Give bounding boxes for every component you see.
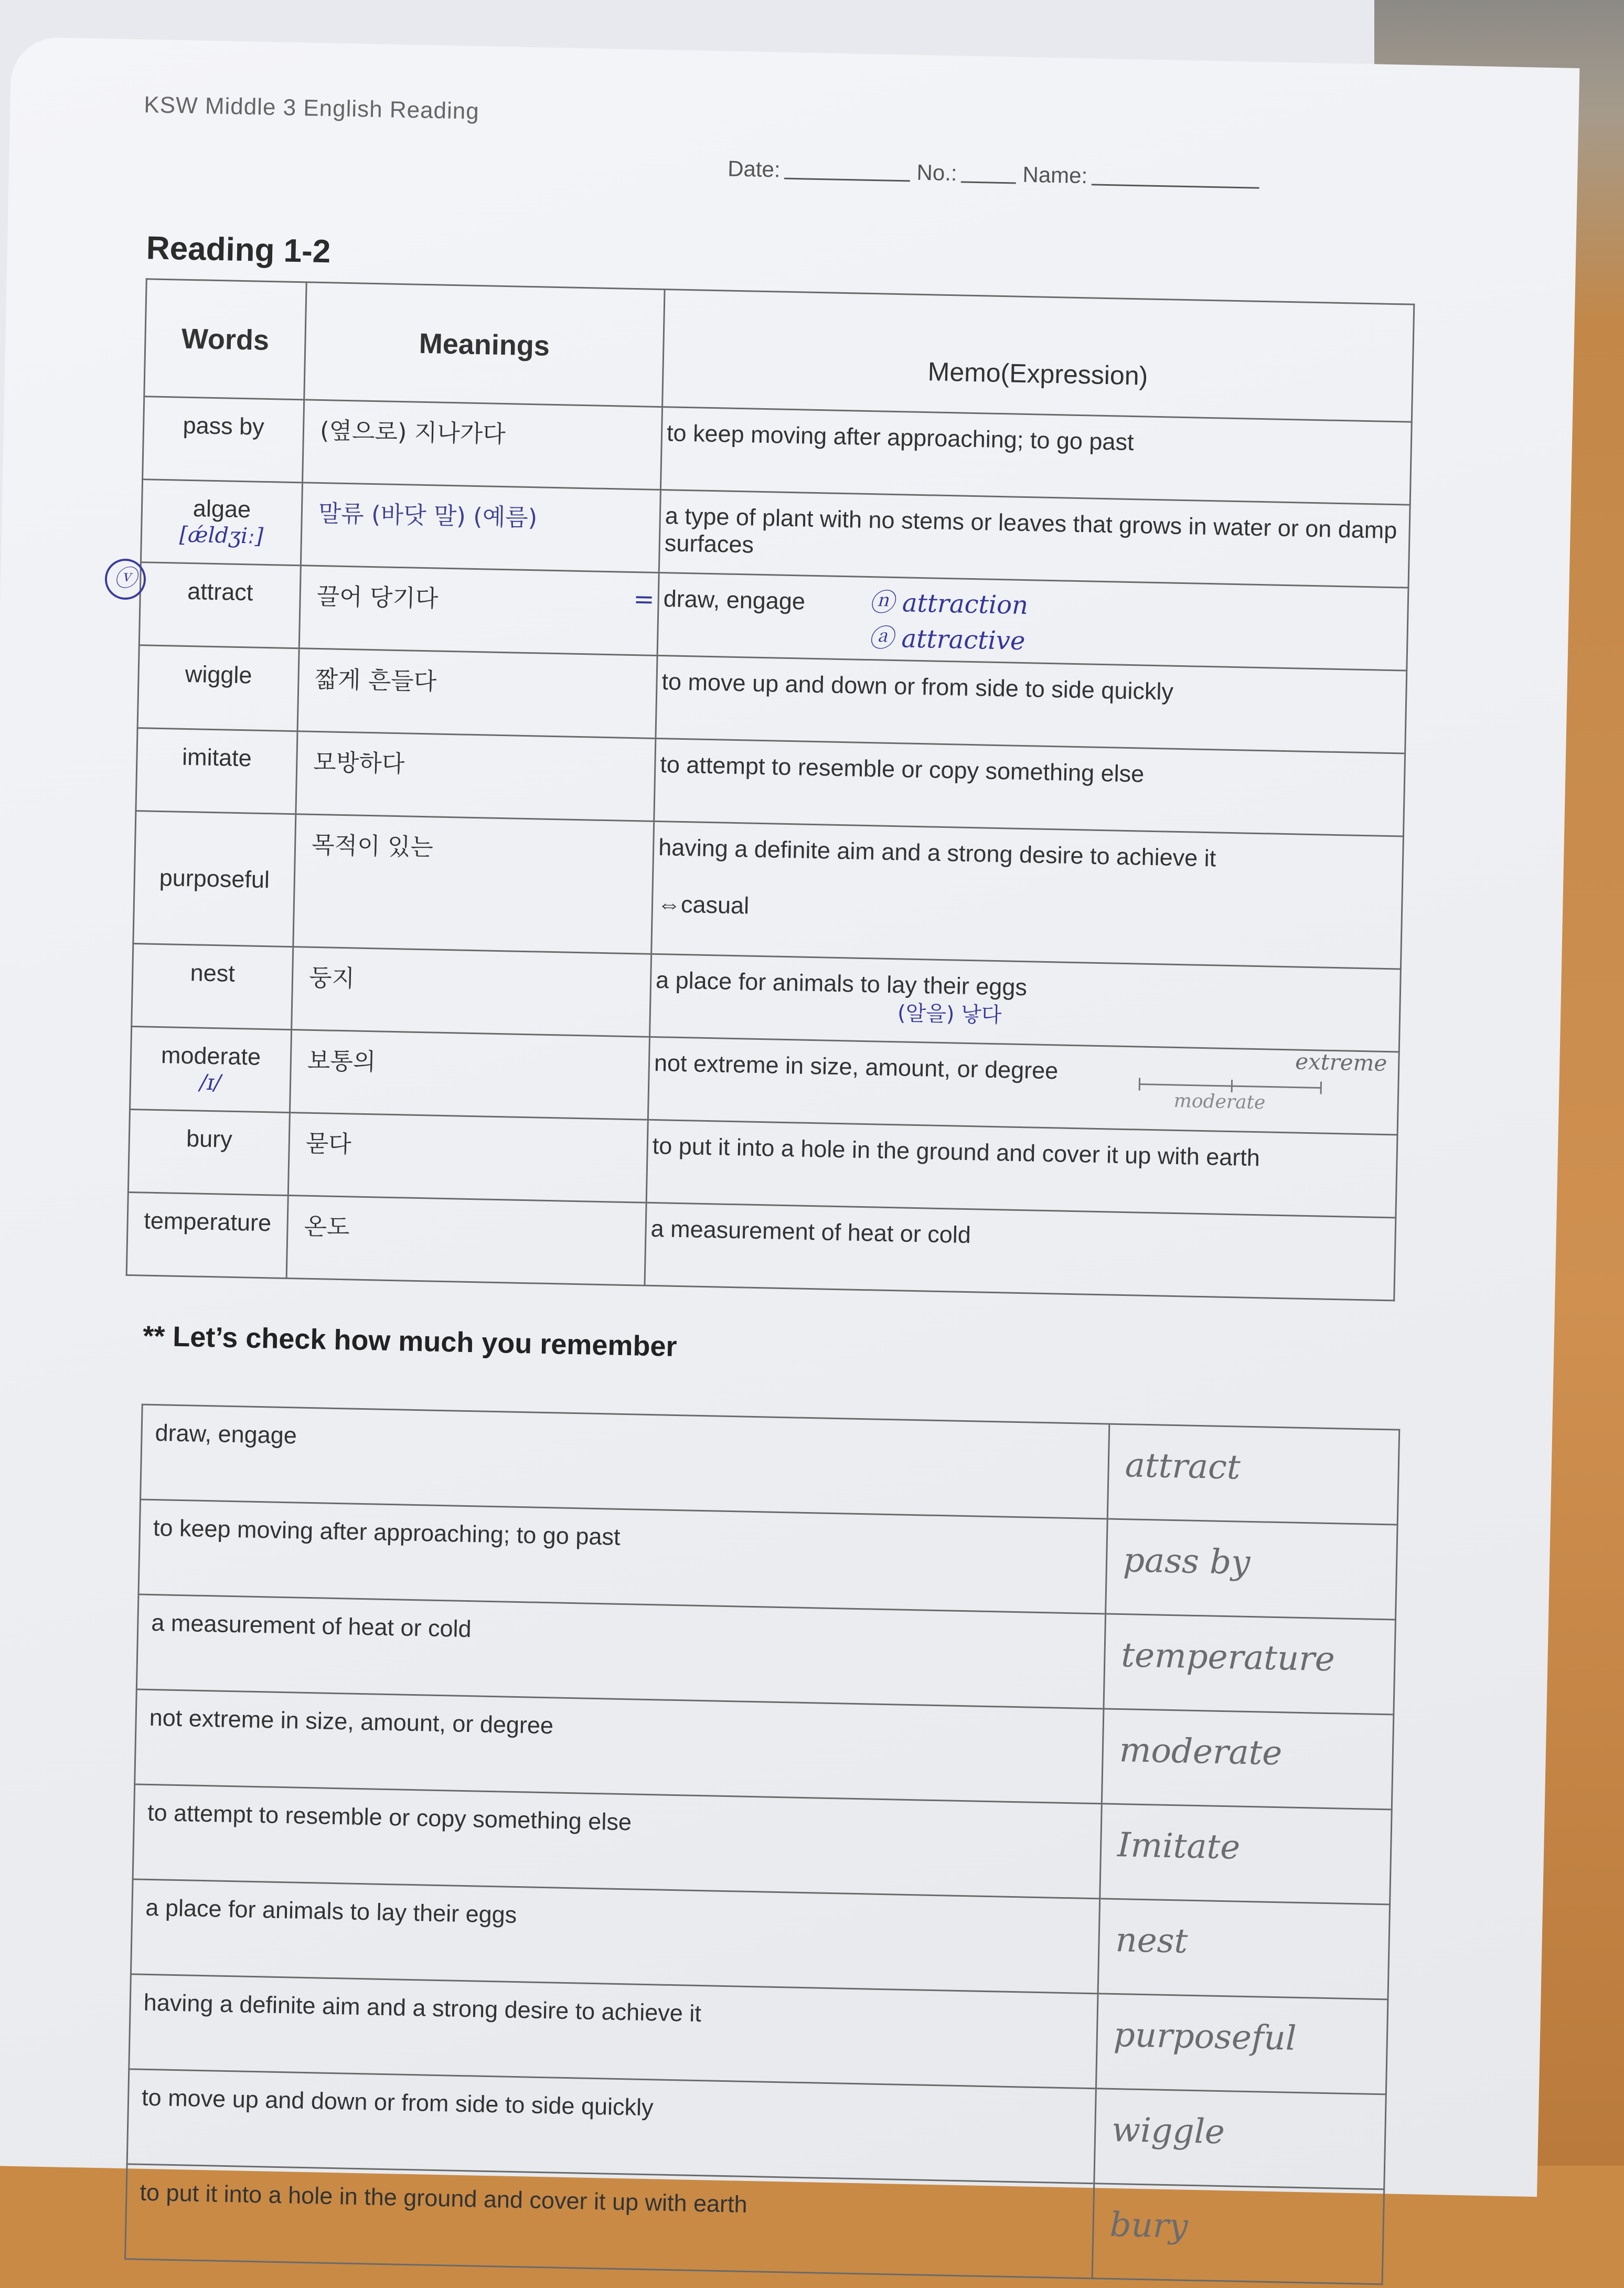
check-answer: purposeful [1096, 1994, 1388, 2094]
word-cell [130, 1026, 292, 1112]
word-text: moderate [132, 1041, 290, 1071]
meaning-cell: 짧게 흔들다 [297, 648, 657, 739]
word-cell [141, 480, 302, 566]
meaning-cell: 둥지 [292, 947, 651, 1037]
word-cell: imitate [136, 728, 297, 814]
meaning-cell: 묻다 [288, 1113, 648, 1203]
no-label: No.: [916, 160, 957, 186]
word-cell: purposeful [133, 811, 296, 947]
memo-text: a place for animals to lay their eggs [656, 966, 1028, 1001]
meaning-text: 끌어 당기다 [316, 582, 439, 613]
noun-form-note: ⓝ attraction [869, 582, 1029, 621]
memo-cell: to move up and down or from side to side quickly [656, 655, 1407, 753]
memo-cell: a type of plant with no stems or leaves that grows in water or on damp surfaces [659, 490, 1410, 588]
word-cell: wiggle [137, 645, 299, 731]
header-fields [728, 156, 1266, 192]
memo-cell: to attempt to resemble or copy something else [654, 738, 1405, 836]
check-question: having a definite aim and a strong desire to achieve it [129, 1974, 1098, 2089]
word-cell: attract [139, 562, 301, 648]
check-answer: pass by [1106, 1519, 1398, 1620]
section-title: Reading 1-2 [146, 229, 331, 270]
antonym-note: ⇔casual [657, 890, 1402, 932]
worksheet [0, 37, 1579, 2197]
word-cell: pass by [143, 397, 304, 483]
check-answer: temperature [1104, 1614, 1396, 1715]
memo-cell [649, 954, 1401, 1052]
date-line [784, 176, 910, 182]
meaning-cell: 모방하다 [296, 731, 656, 822]
memo-cell: to put it into a hole in the ground and cover it up with earth [646, 1120, 1397, 1218]
meaning-cell: 보통의 [290, 1030, 649, 1120]
extreme-note: extreme [1295, 1049, 1387, 1077]
check-question: to move up and down or from side to side quickly [127, 2069, 1096, 2184]
meanings-header: Meanings [304, 282, 665, 407]
check-table [124, 1403, 1400, 2285]
check-answer: Imitate [1100, 1804, 1392, 1904]
vocab-row [133, 811, 1404, 969]
word-cell: bury [128, 1109, 290, 1195]
memo-text: having a definite aim and a strong desire to achieve it [658, 834, 1403, 876]
pronunciation-note: [ǽldʒiː] [143, 521, 301, 549]
word-cell: temperature [126, 1192, 288, 1278]
equals-mark: = [633, 584, 655, 614]
lay-eggs-note: (알을) 낳다 [897, 996, 1002, 1028]
check-question: not extreme in size, amount, or degree [135, 1689, 1104, 1804]
verb-mark-icon: ⓥ [105, 559, 146, 600]
school-label: KSW Middle 3 English Reading [144, 92, 479, 125]
memo-cell [657, 572, 1408, 671]
check-question: a measurement of heat or cold [136, 1594, 1105, 1709]
memo-header: Memo(Expression) [663, 290, 1414, 422]
check-answer: wiggle [1094, 2089, 1386, 2189]
words-header: Words [144, 279, 306, 400]
memo-text: not extreme in size, amount, or degree [654, 1049, 1058, 1084]
name-line [1092, 182, 1259, 188]
check-question: to keep moving after approaching; to go past [138, 1499, 1107, 1614]
pronunciation-note: /ɪ/ [132, 1068, 290, 1097]
meaning-cell: 말류 (바닷 말) (예름) [301, 483, 660, 573]
memo-cell [648, 1037, 1399, 1135]
check-question: to put it into a hole in the ground and cover it up with earth [125, 2164, 1094, 2279]
memo-cell: a measurement of heat or cold [645, 1202, 1396, 1301]
word-cell: nest [132, 944, 293, 1030]
check-answer: moderate [1102, 1709, 1394, 1810]
check-question: a place for animals to lay their eggs [131, 1879, 1099, 1994]
check-question: to attempt to resemble or copy something else [133, 1784, 1102, 1899]
meaning-cell: 온도 [286, 1196, 646, 1286]
name-label: Name: [1022, 162, 1088, 188]
moderate-note: moderate [1173, 1090, 1265, 1113]
check-title: ** Let’s check how much you remember [143, 1320, 677, 1363]
meaning-cell [299, 566, 659, 656]
word-text: algae [143, 494, 301, 524]
check-answer: attract [1107, 1424, 1399, 1525]
no-line [961, 179, 1016, 184]
vocab-table [126, 278, 1415, 1301]
memo-cell: to keep moving after approaching; to go past [660, 407, 1412, 505]
check-answer: nest [1098, 1899, 1390, 1999]
check-question: draw, engage [141, 1404, 1109, 1519]
memo-text: draw, engage [663, 585, 805, 614]
adjective-form-note: ⓐ attractive [868, 618, 1025, 657]
memo-cell [651, 821, 1404, 969]
meaning-cell: (옆으로) 지나가다 [303, 400, 663, 490]
meaning-cell: 목적이 있는 [293, 814, 654, 954]
check-answer: bury [1092, 2184, 1384, 2284]
date-label: Date: [728, 156, 781, 182]
